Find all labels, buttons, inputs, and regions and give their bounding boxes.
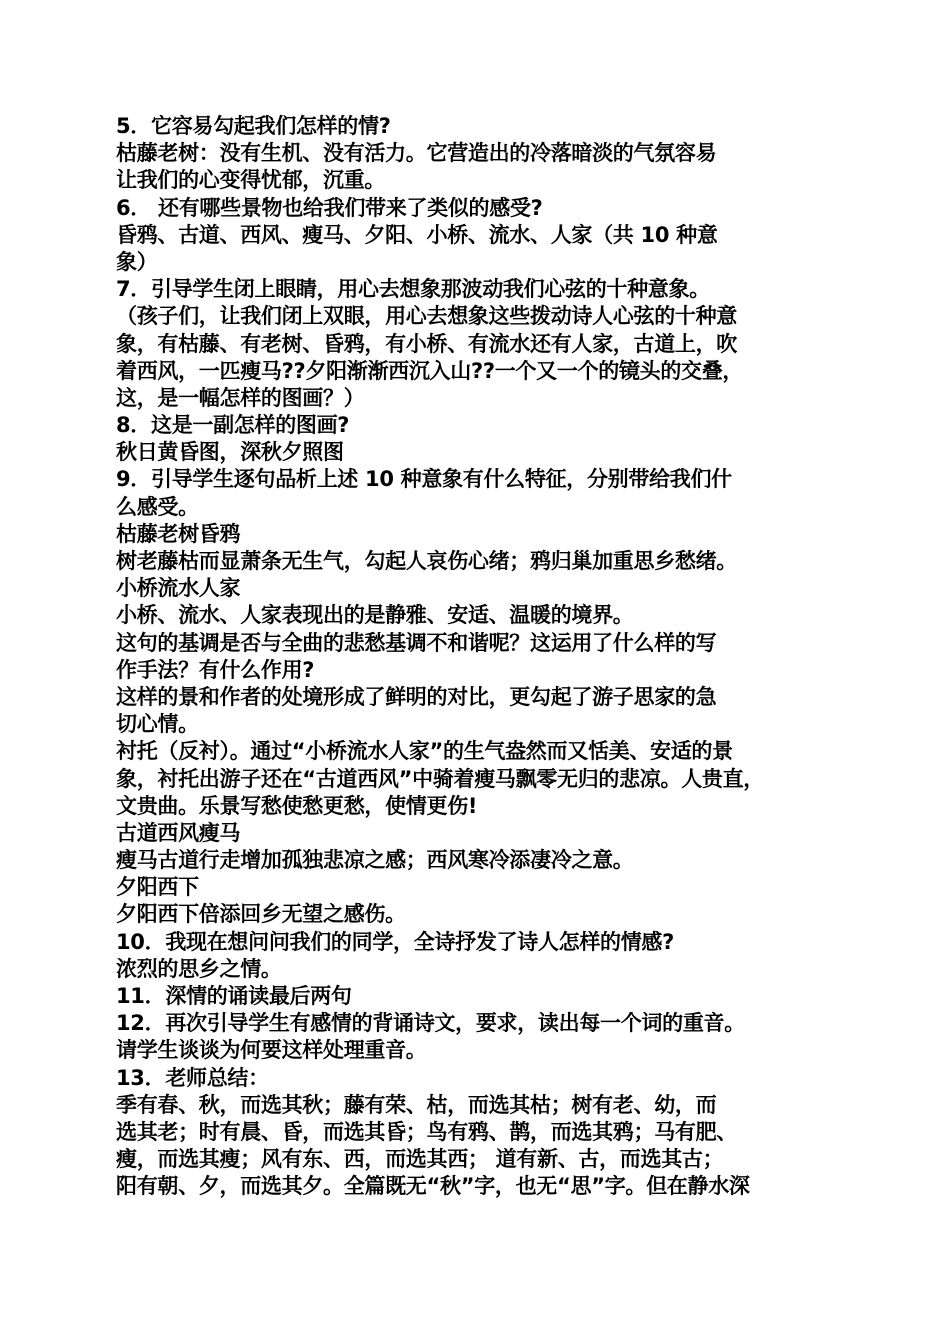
text-line: 让我们的心变得忧郁，沉重。 [116,168,386,193]
text-line: 9．引导学生逐句品析上述 10 种意象有什么特征，分别带给我们什 [116,467,732,492]
text-line: 么感受。 [116,494,199,519]
text-line: （孩子们，让我们闭上双眼，用心去想象这些拨动诗人心弦的十种意 [116,304,737,329]
text-line: 瘦，而选其瘦；风有东、西，而选其西； 道有新、古，而选其古； [116,1147,724,1172]
text-line: 6． 还有哪些景物也给我们带来了类似的感受? [116,195,543,220]
text-line: 古道西风瘦马 [116,820,241,845]
text-line: 13．老师总结： [116,1065,269,1090]
text-line: 浓烈的思乡之情。 [116,956,282,981]
text-line: 这，是一幅怎样的图画？） [116,385,365,410]
text-line: 象） [116,249,158,274]
text-line: 10．我现在想问问我们的同学，全诗抒发了诗人怎样的情感? [116,929,675,954]
text-line: 秋日黄昏图，深秋夕照图 [116,440,344,465]
text-line: 象，有枯藤、有老树、昏鸦，有小桥、有流水还有人家，古道上，吹 [116,331,737,356]
text-line: 小桥流水人家 [116,576,241,601]
text-line: 这句的基调是否与全曲的悲愁基调不和谐呢？这运用了什么样的写 [116,630,717,655]
text-line: 8．这是一副怎样的图画? [116,413,350,438]
text-line: 11．深情的诵读最后两句 [116,984,352,1008]
text-line: 瘦马古道行走增加孤独悲凉之感；西风寒冷添凄冷之意。 [116,848,634,873]
text-line: 夕阳西下 [116,875,199,900]
text-line: 昏鸦、古道、西风、瘦马、夕阳、小桥、流水、人家（共 10 种意 [116,222,718,247]
text-line: 12．再次引导学生有感情的背诵诗文，要求，读出每一个词的重音。 [116,1011,745,1036]
text-line: 这样的景和作者的处境形成了鲜明的对比，更勾起了游子思家的急 [116,684,717,709]
text-line: 切心情。 [116,712,199,737]
text-line: 文贵曲。乐景写愁使愁更愁，使情更伤! [116,793,478,818]
document-page [116,113,838,1201]
text-line: 7．引导学生闭上眼睛，用心去想象那波动我们心弦的十种意象。 [116,277,710,302]
text-line: 阳有朝、夕，而选其夕。全篇既无“秋”字，也无“思”字。但在静水深 [116,1174,750,1199]
text-line: 请学生谈谈为何要这样处理重音。 [116,1038,427,1063]
text-line: 着西风，一匹瘦马??夕阳渐渐西沉入山??一个又一个的镜头的交叠， [116,358,744,383]
text-line: 树老藤枯而显萧条无生气，勾起人哀伤心绪；鸦归巢加重思乡愁绪。 [116,549,737,573]
text-line: 衬托（反衬）。通过“小桥流水人家”的生气盎然而又恬美、安适的景 [116,739,733,764]
text-line: 小桥、流水、人家表现出的是静雅、安适、温暖的境界。 [116,603,634,628]
text-line: 作手法？有什么作用? [116,657,315,682]
text-line: 枯藤老树昏鸦 [116,521,241,546]
text-line: 枯藤老树：没有生机、没有活力。它营造出的冷落暗淡的气氛容易 [116,141,717,166]
text-line: 夕阳西下倍添回乡无望之感伤。 [116,902,406,927]
text-line: 象，衬托出游子还在“古道西风”中骑着瘦马飘零无归的悲凉。人贵直， [116,766,765,791]
text-line: 5．它容易勾起我们怎样的情? [116,114,391,138]
text-line: 选其老；时有晨、昏，而选其昏；鸟有鸦、鹊，而选其鸦；马有肥、 [116,1119,737,1144]
text-line: 季有春、秋，而选其秋；藤有荣、枯，而选其枯；树有老、幼，而 [116,1092,717,1117]
